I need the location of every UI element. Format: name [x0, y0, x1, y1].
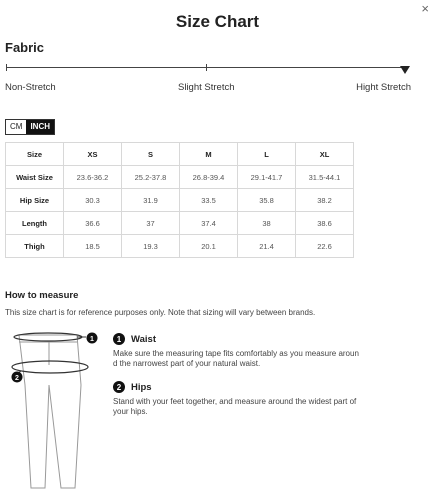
unit-inch-button[interactable]: INCH — [26, 120, 54, 134]
fabric-option-hight-stretch: Hight Stretch — [356, 82, 411, 93]
table-header-row — [6, 143, 354, 166]
measure-item-head — [113, 333, 413, 345]
description-line: Make sure the measuring tape fits comfortably as you measure aroun — [113, 349, 359, 358]
table-cell: 29.1-41.7 — [238, 166, 296, 189]
waist-marker-label: 1 — [90, 336, 94, 343]
measure-item-description — [113, 397, 403, 417]
column-header: M — [180, 143, 238, 166]
number-badge-icon: 2 — [113, 381, 125, 393]
close-icon[interactable]: × — [421, 1, 429, 16]
page-title: Size Chart — [175, 12, 260, 31]
measure-item-head — [113, 381, 413, 393]
measure-item-description — [113, 349, 403, 369]
measure-item-hips — [113, 381, 413, 417]
fabric-option-non-stretch: Non-Stretch — [5, 82, 56, 93]
table-cell: 23.6-36.2 — [64, 166, 122, 189]
table-cell: 38 — [238, 212, 296, 235]
hips-marker-label: 2 — [15, 375, 19, 382]
table-cell: 37.4 — [180, 212, 238, 235]
stretch-tick — [6, 64, 7, 71]
table-cell: 38.6 — [296, 212, 354, 235]
row-header: Waist Size — [6, 166, 64, 189]
pants-illustration — [5, 325, 101, 490]
size-table — [5, 142, 354, 258]
fabric-label: Fabric — [5, 40, 45, 55]
table-row — [6, 189, 354, 212]
description-line: Stand with your feet together, and measure around the widest part of — [113, 397, 357, 406]
table-cell: 25.2-37.8 — [122, 166, 180, 189]
fabric-option-slight-stretch: Slight Stretch — [178, 82, 235, 93]
description-line: d the narrowest part of your natural waist. — [113, 359, 261, 368]
how-to-measure-heading: How to measure — [5, 290, 79, 301]
unit-toggle — [5, 119, 55, 135]
stretch-marker-icon — [400, 66, 410, 74]
table-cell: 21.4 — [238, 235, 296, 258]
stretch-tick — [206, 64, 207, 71]
table-cell: 36.6 — [64, 212, 122, 235]
table-cell: 20.1 — [180, 235, 238, 258]
column-header: Size — [6, 143, 64, 166]
table-cell: 26.8-39.4 — [180, 166, 238, 189]
table-cell: 18.5 — [64, 235, 122, 258]
table-cell: 35.8 — [238, 189, 296, 212]
table-row — [6, 212, 354, 235]
row-header: Hip Size — [6, 189, 64, 212]
column-header: L — [238, 143, 296, 166]
table-row — [6, 166, 354, 189]
unit-cm-button[interactable]: CM — [10, 122, 23, 131]
table-cell: 19.3 — [122, 235, 180, 258]
table-row — [6, 235, 354, 258]
measure-item-waist — [113, 333, 413, 369]
table-cell: 22.6 — [296, 235, 354, 258]
number-badge-icon: 1 — [113, 333, 125, 345]
description-line: your hips. — [113, 407, 148, 416]
table-cell: 37 — [122, 212, 180, 235]
table-cell: 38.2 — [296, 189, 354, 212]
table-cell: 31.9 — [122, 189, 180, 212]
row-header: Length — [6, 212, 64, 235]
measure-item-name: Hips — [131, 381, 152, 393]
column-header: XL — [296, 143, 354, 166]
measure-item-name: Waist — [131, 333, 156, 345]
table-cell: 30.3 — [64, 189, 122, 212]
column-header: XS — [64, 143, 122, 166]
table-cell: 33.5 — [180, 189, 238, 212]
table-cell: 31.5-44.1 — [296, 166, 354, 189]
row-header: Thigh — [6, 235, 64, 258]
column-header: S — [122, 143, 180, 166]
reference-note: This size chart is for reference purposes only. Note that sizing will vary between brands. — [5, 308, 316, 317]
